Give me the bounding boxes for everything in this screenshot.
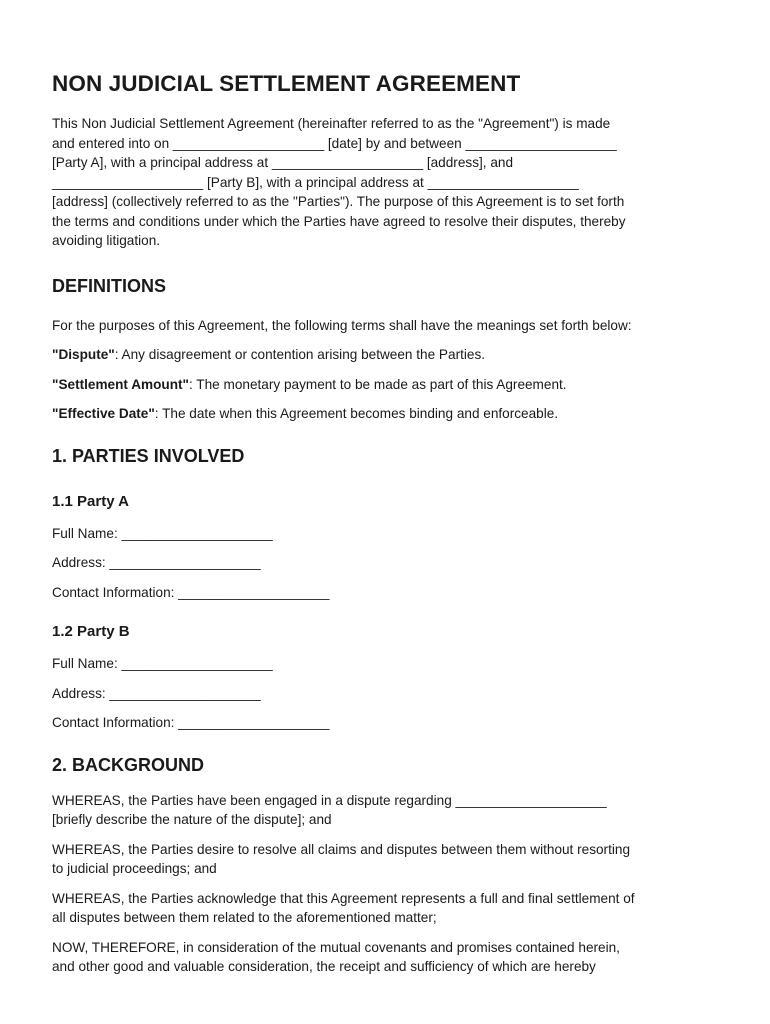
definition-text: : The date when this Agreement becomes binding and enforceable. — [154, 406, 559, 421]
intro-paragraph — [52, 114, 722, 251]
definition-text: : The monetary payment to be made as part of this Agreement. — [189, 376, 567, 392]
background-line: [briefly describe the nature of the dispute]; and — [52, 812, 332, 827]
background-now-therefore — [52, 938, 722, 977]
intro-line: ____________________ [Party B], with a principal address at ____________________ — [52, 174, 579, 190]
intro-line: and entered into on ____________________ [date] by and between ____________________ — [52, 135, 617, 151]
background-whereas-3 — [52, 889, 722, 928]
party-b-address: Address: ____________________ — [52, 685, 261, 701]
intro-line: [address] (collectively referred to as the "Parties"). The purpose of this Agreement is to set forth — [52, 194, 625, 209]
background-whereas-1 — [52, 791, 722, 830]
intro-line: avoiding litigation. — [52, 233, 161, 248]
definition-dispute — [52, 345, 722, 365]
party-a-address: Address: ____________________ — [52, 555, 261, 570]
definition-text: : Any disagreement or contention arising between the Parties. — [114, 347, 486, 362]
party-b-full-name: Full Name: ____________________ — [52, 656, 273, 671]
definition-term: "Settlement Amount" — [52, 376, 189, 392]
intro-line: [Party A], with a principal address at ____________________ [address], and — [52, 155, 513, 170]
background-whereas-2 — [52, 840, 722, 879]
background-line: NOW, THEREFORE, in consideration of the mutual covenants and promises contained herein, — [52, 939, 620, 955]
intro-line: This Non Judicial Settlement Agreement (hereinafter referred to as the "Agreement") is made — [52, 116, 611, 131]
background-line: to judicial proceedings; and — [52, 861, 217, 876]
party-a-full-name: Full Name: ____________________ — [52, 525, 273, 541]
background-line: WHEREAS, the Parties acknowledge that this Agreement represents a full and final settlement of — [52, 890, 635, 906]
definitions-lead: For the purposes of this Agreement, the following terms shall have the meanings set forth below: — [52, 317, 632, 333]
background-line: WHEREAS, the Parties have been engaged in a dispute regarding ____________________ — [52, 792, 607, 808]
intro-line: the terms and conditions under which the Parties have agreed to resolve their disputes, thereby — [52, 213, 626, 229]
party-b-contact: Contact Information: ____________________ — [52, 715, 330, 730]
background-line: WHEREAS, the Parties desire to resolve all claims and disputes between them without resorting — [52, 841, 630, 857]
party-b-heading: 1.2 Party B — [52, 623, 130, 640]
background-line: all disputes between them related to the aforementioned matter; — [52, 910, 437, 925]
definition-settlement-amount — [52, 375, 722, 395]
background-heading: 2. BACKGROUND — [52, 754, 205, 775]
parties-heading: 1. PARTIES INVOLVED — [52, 445, 245, 466]
party-a-contact: Contact Information: ____________________ — [52, 584, 330, 600]
definition-term: "Dispute" — [52, 347, 115, 362]
background-line: and other good and valuable consideration, the receipt and sufficiency of which are hereby — [52, 959, 596, 974]
party-a-heading: 1.1 Party A — [52, 492, 129, 510]
definition-effective-date — [52, 404, 722, 424]
document-title: NON JUDICIAL SETTLEMENT AGREEMENT — [52, 71, 521, 96]
document-page — [52, 70, 722, 987]
definitions-heading: DEFINITIONS — [52, 275, 167, 296]
definition-term: "Effective Date" — [52, 406, 155, 421]
